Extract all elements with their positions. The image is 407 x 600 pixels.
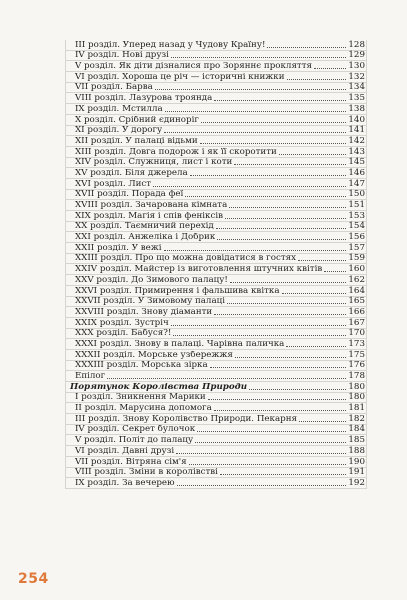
chapter-title: XIX розділ. Магія і спів феніксів bbox=[75, 211, 224, 221]
page-ref: 184 bbox=[348, 424, 365, 435]
toc-entry bbox=[66, 275, 366, 286]
leader-dots bbox=[229, 207, 346, 208]
page-ref: 135 bbox=[348, 93, 365, 104]
toc-entry bbox=[66, 147, 366, 158]
leader-dots bbox=[171, 57, 346, 58]
chapter-title: XXVIII розділ. Знову діаманти bbox=[75, 307, 213, 317]
toc-entry bbox=[66, 115, 366, 126]
leader-dots bbox=[189, 464, 347, 465]
toc-entry bbox=[66, 232, 366, 243]
toc-entry bbox=[66, 286, 366, 297]
leader-dots bbox=[287, 79, 347, 80]
toc-entry bbox=[66, 329, 366, 340]
page-ref: 182 bbox=[348, 413, 365, 424]
chapter-title: XVII розділ. Порада феї bbox=[75, 190, 184, 200]
toc-entry bbox=[66, 254, 366, 265]
toc-entry bbox=[66, 61, 366, 72]
leader-dots bbox=[164, 250, 347, 251]
page-ref: 175 bbox=[348, 349, 365, 360]
leader-dots bbox=[217, 239, 346, 240]
page-ref: 160 bbox=[348, 264, 365, 275]
page-ref: 165 bbox=[348, 296, 365, 307]
toc-entry bbox=[66, 393, 366, 404]
toc-entry bbox=[66, 435, 366, 446]
chapter-title: VII розділ. Вітряна сім'я bbox=[75, 457, 187, 467]
chapter-title: XXXI розділ. Знову в палаці. Чарівна паличка bbox=[75, 339, 285, 349]
page-ref: 162 bbox=[348, 274, 365, 285]
leader-dots bbox=[216, 228, 347, 229]
page-ref: 181 bbox=[348, 403, 365, 414]
chapter-title: IV розділ. Секрет булочок bbox=[75, 425, 196, 435]
leader-dots bbox=[173, 335, 346, 336]
page-ref: 142 bbox=[348, 135, 365, 146]
page-ref: 192 bbox=[348, 477, 365, 488]
chapter-title: XV розділ. Біля джерела bbox=[75, 168, 188, 178]
toc-entry bbox=[66, 468, 366, 479]
leader-dots bbox=[234, 164, 346, 165]
toc-entry bbox=[66, 168, 366, 179]
chapter-title: XXXII розділ. Морське узбережжя bbox=[75, 350, 233, 360]
toc-entry bbox=[66, 371, 366, 382]
leader-dots bbox=[201, 122, 346, 123]
page-ref: 130 bbox=[348, 61, 365, 72]
table-of-contents bbox=[65, 40, 367, 489]
leader-dots bbox=[227, 303, 346, 304]
chapter-title: XVI розділ. Лист bbox=[75, 179, 152, 189]
chapter-title: XII розділ. У палаці відьми bbox=[75, 136, 198, 146]
leader-dots bbox=[185, 196, 346, 197]
leader-dots bbox=[200, 143, 347, 144]
leader-dots bbox=[249, 389, 346, 390]
page-ref: 153 bbox=[348, 210, 365, 221]
toc-entry bbox=[66, 200, 366, 211]
toc-entry bbox=[66, 414, 366, 425]
chapter-title: IX розділ. За вечерею bbox=[75, 478, 175, 488]
page-ref: 154 bbox=[348, 221, 365, 232]
chapter-title: XXV розділ. До Зимового палацу! bbox=[75, 275, 228, 285]
chapter-title: V розділ. Як діти дізналися про Зоряннє прокляття bbox=[75, 62, 313, 72]
leader-dots bbox=[298, 260, 346, 261]
toc-entry bbox=[66, 264, 366, 275]
toc-entry bbox=[66, 72, 366, 83]
leader-dots bbox=[286, 346, 346, 347]
toc-entry bbox=[66, 297, 366, 308]
page-number: 254 bbox=[18, 571, 49, 587]
chapter-title: VIII розділ. Зміни в королівстві bbox=[75, 468, 218, 478]
leader-dots bbox=[279, 154, 347, 155]
leader-dots bbox=[225, 218, 346, 219]
page-ref: 166 bbox=[348, 306, 365, 317]
toc-entry bbox=[66, 40, 366, 51]
page-ref: 180 bbox=[348, 392, 365, 403]
page-ref: 145 bbox=[348, 157, 365, 168]
toc-entry bbox=[66, 425, 366, 436]
page-ref: 185 bbox=[348, 435, 365, 446]
toc-entry bbox=[66, 403, 366, 414]
leader-dots bbox=[230, 282, 347, 283]
toc-section-heading bbox=[66, 382, 366, 393]
page-ref: 191 bbox=[348, 467, 365, 478]
chapter-title: VII розділ. Барва bbox=[75, 83, 153, 93]
leader-dots bbox=[195, 442, 346, 443]
leader-dots bbox=[214, 100, 346, 101]
chapter-title: V розділ. Політ до палацу bbox=[75, 436, 194, 446]
chapter-title: II розділ. Марусина допомога bbox=[75, 404, 212, 414]
toc-entry bbox=[66, 307, 366, 318]
leader-dots bbox=[107, 378, 346, 379]
toc-entry bbox=[66, 318, 366, 329]
chapter-title: III розділ. Знову Королівство Природи. Пекарня bbox=[75, 414, 297, 424]
leader-dots bbox=[299, 421, 346, 422]
chapter-title: XXVI розділ. Примирення і фальшива квітка bbox=[75, 286, 280, 296]
page-ref: 134 bbox=[348, 82, 365, 93]
page-ref: 180 bbox=[348, 381, 365, 392]
chapter-title: III розділ. Уперед назад у Чудову Країну! bbox=[75, 40, 266, 50]
page-ref: 128 bbox=[348, 39, 365, 50]
toc-entry bbox=[66, 222, 366, 233]
toc-entry bbox=[66, 104, 366, 115]
chapter-title: XX розділ. Таємничий перехід bbox=[75, 222, 214, 232]
toc-entry bbox=[66, 478, 366, 489]
toc-entry bbox=[66, 457, 366, 468]
page-ref: 141 bbox=[348, 125, 365, 136]
chapter-title: XXIII розділ. Про що можна довідатися в гостях bbox=[75, 254, 297, 264]
chapter-title: IV розділ. Нові друзі bbox=[75, 51, 169, 61]
section-title: Порятунок Королівства Природи bbox=[70, 382, 248, 392]
leader-dots bbox=[153, 186, 346, 187]
chapter-title: VI розділ. Давні друзі bbox=[75, 446, 175, 456]
page-ref: 138 bbox=[348, 103, 365, 114]
leader-dots bbox=[190, 175, 347, 176]
chapter-title: X розділ. Срібний єдиноріг bbox=[75, 115, 199, 125]
page-ref: 157 bbox=[348, 242, 365, 253]
toc-entry bbox=[66, 93, 366, 104]
page-ref: 147 bbox=[348, 178, 365, 189]
leader-dots bbox=[324, 271, 346, 272]
chapter-title: XVIII розділ. Зачарована кімната bbox=[75, 201, 228, 210]
chapter-title: XXXIII розділ. Морська зірка bbox=[75, 361, 208, 371]
page-ref: 132 bbox=[348, 71, 365, 82]
page-ref: 146 bbox=[348, 167, 365, 178]
page-ref: 156 bbox=[348, 232, 365, 243]
toc-entry bbox=[66, 243, 366, 254]
page-ref: 151 bbox=[348, 200, 365, 210]
toc-entry bbox=[66, 350, 366, 361]
toc-entry bbox=[66, 179, 366, 190]
page-ref: 164 bbox=[348, 285, 365, 296]
chapter-title: XIV розділ. Служниця, лист і коти bbox=[75, 158, 233, 168]
chapter-title: XXX розділ. Бабуся?! bbox=[75, 329, 172, 339]
toc-entry bbox=[66, 136, 366, 147]
leader-dots bbox=[197, 431, 346, 432]
chapter-title: XXII розділ. У вежі bbox=[75, 243, 162, 253]
leader-dots bbox=[214, 314, 346, 315]
page-ref: 170 bbox=[348, 328, 365, 339]
leader-dots bbox=[155, 89, 347, 90]
leader-dots bbox=[164, 132, 346, 133]
page-ref: 143 bbox=[348, 146, 365, 157]
toc-entry bbox=[66, 126, 366, 137]
chapter-title: XXI розділ. Анжеліка і Добрик bbox=[75, 233, 216, 243]
toc-entry bbox=[66, 339, 366, 350]
leader-dots bbox=[282, 293, 347, 294]
leader-dots bbox=[267, 47, 346, 48]
page-ref: 167 bbox=[348, 317, 365, 328]
toc-entry bbox=[66, 83, 366, 94]
leader-dots bbox=[176, 453, 346, 454]
toc-entry bbox=[66, 190, 366, 201]
page-ref: 150 bbox=[348, 189, 365, 200]
toc-entry bbox=[66, 361, 366, 372]
leader-dots bbox=[208, 399, 347, 400]
page-ref: 188 bbox=[348, 445, 365, 456]
chapter-title: VI розділ. Хороша це річ — історичні книжки bbox=[75, 72, 285, 82]
leader-dots bbox=[235, 357, 347, 358]
page-ref: 176 bbox=[348, 360, 365, 371]
chapter-title: XI розділ. У дорогу bbox=[75, 126, 163, 136]
chapter-title: XXIX розділ. Зустріч bbox=[75, 318, 169, 328]
toc-entry bbox=[66, 211, 366, 222]
page-ref: 190 bbox=[348, 456, 365, 467]
page-ref: 129 bbox=[348, 50, 365, 61]
page-ref: 173 bbox=[348, 338, 365, 349]
chapter-title: IX розділ. Мстилла bbox=[75, 104, 163, 114]
leader-dots bbox=[171, 325, 347, 326]
leader-dots bbox=[165, 111, 347, 112]
toc-entry bbox=[66, 51, 366, 62]
leader-dots bbox=[214, 410, 347, 411]
chapter-title: VIII розділ. Лазурова троянда bbox=[75, 94, 213, 104]
chapter-title: I розділ. Зникнення Марики bbox=[75, 393, 206, 403]
page-ref: 140 bbox=[348, 114, 365, 125]
leader-dots bbox=[220, 474, 346, 475]
leader-dots bbox=[177, 485, 347, 486]
chapter-title: XXVII розділ. У Зимовому палаці bbox=[75, 297, 225, 307]
page-ref: 159 bbox=[348, 253, 365, 264]
chapter-title: XIII розділ. Довга подорож і як її скоротити bbox=[75, 147, 277, 157]
chapter-title: XXIV розділ. Майстер із виготовлення штучних квітів bbox=[75, 265, 323, 275]
toc-entry bbox=[66, 446, 366, 457]
page-ref: 178 bbox=[348, 371, 365, 381]
leader-dots bbox=[210, 367, 347, 368]
toc-entry bbox=[66, 158, 366, 169]
chapter-title: Епілог bbox=[75, 372, 106, 381]
leader-dots bbox=[314, 68, 346, 69]
